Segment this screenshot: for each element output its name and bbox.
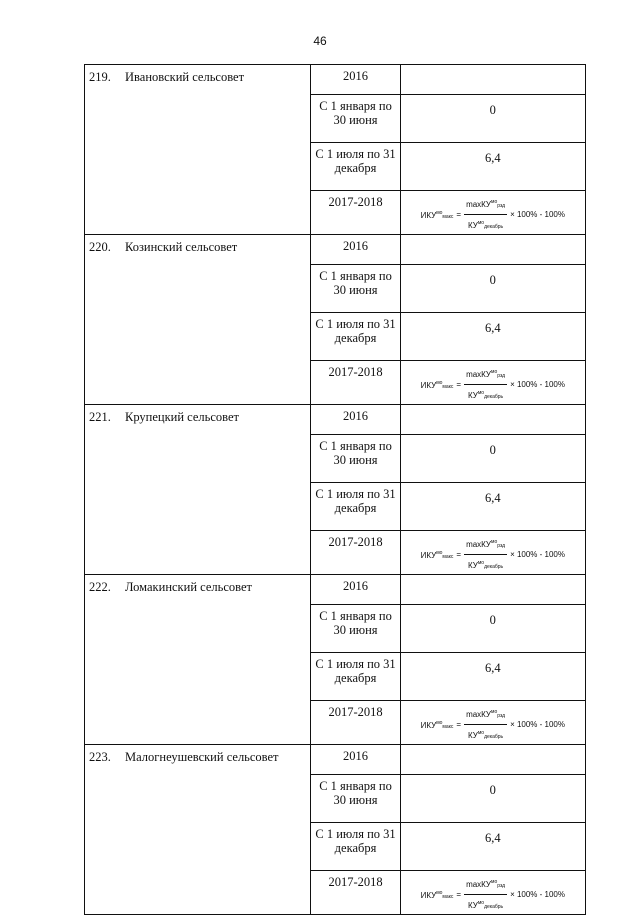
period-cell: 2017-2018 [311, 701, 400, 745]
period-cell: 2017-2018 [311, 191, 400, 235]
formula-cell [400, 361, 585, 405]
row-number: 223. [89, 750, 111, 764]
formula-numerator: maxКУ$^{мо}$рзд [464, 535, 507, 555]
formula-numerator: maxКУ$^{мо}$рзд [464, 365, 507, 385]
formula-tail: × 100% - 100% [510, 209, 565, 219]
tariff-table-body [85, 65, 586, 915]
value-cell: 0 [400, 435, 585, 483]
year-cell: 2016 [311, 745, 400, 775]
table-row [85, 405, 586, 435]
year-cell: 2016 [311, 405, 400, 435]
row-number: 222. [89, 580, 111, 594]
value-cell: 6,4 [400, 143, 585, 191]
formula-tail: × 100% - 100% [510, 719, 565, 729]
formula-cell [400, 191, 585, 235]
table-row [85, 745, 586, 775]
growth-index-formula [421, 705, 565, 744]
settlement-name: Ломакинский сельсовет [125, 580, 252, 594]
formula-cell [400, 701, 585, 745]
year-value-cell [400, 575, 585, 605]
formula-equals: = [456, 209, 462, 219]
growth-index-formula [421, 875, 565, 914]
value-cell: 0 [400, 775, 585, 823]
period-cell: С 1 июля по 31 декабря [311, 313, 400, 361]
formula-fraction [464, 535, 507, 574]
tariff-table [84, 64, 586, 915]
growth-index-formula [421, 365, 565, 404]
formula-lhs: $ИКУ^{мо}макс$ [420, 889, 454, 900]
settlement-name: Ивановский сельсовет [125, 70, 245, 84]
period-cell: 2017-2018 [311, 871, 400, 915]
page-number: 46 [313, 34, 327, 48]
value-cell: 0 [400, 605, 585, 653]
period-cell: С 1 января по 30 июня [311, 95, 400, 143]
year-cell: 2016 [311, 65, 400, 95]
formula-numerator: maxКУ$^{мо}$рзд [464, 195, 507, 215]
year-cell: 2016 [311, 235, 400, 265]
period-cell: С 1 января по 30 июня [311, 435, 400, 483]
formula-tail: × 100% - 100% [510, 379, 565, 389]
year-cell: 2016 [311, 575, 400, 605]
formula-cell [400, 871, 585, 915]
period-cell: С 1 января по 30 июня [311, 775, 400, 823]
value-cell: 6,4 [400, 313, 585, 361]
settlement-cell [85, 745, 311, 915]
settlement-cell [85, 235, 311, 405]
period-cell: С 1 июля по 31 декабря [311, 823, 400, 871]
formula-fraction [464, 365, 507, 404]
period-cell: 2017-2018 [311, 531, 400, 575]
formula-equals: = [456, 549, 462, 559]
settlement-cell [85, 65, 311, 235]
formula-denominator: $КУ^{мо}декабрь$ [468, 900, 504, 910]
formula-equals: = [456, 379, 462, 389]
growth-index-formula [421, 195, 565, 234]
row-number: 220. [89, 240, 111, 254]
row-number: 221. [89, 410, 111, 424]
year-value-cell [400, 405, 585, 435]
formula-numerator: maxКУ$^{мо}$рзд [464, 705, 507, 725]
formula-lhs: $ИКУ^{мо}макс$ [420, 209, 454, 220]
formula-fraction [464, 705, 507, 744]
year-value-cell [400, 65, 585, 95]
period-cell: 2017-2018 [311, 361, 400, 405]
table-row [85, 65, 586, 95]
formula-denominator: $КУ^{мо}декабрь$ [468, 220, 504, 230]
formula-numerator: maxКУ$^{мо}$рзд [464, 875, 507, 895]
formula-lhs: $ИКУ^{мо}макс$ [420, 719, 454, 730]
period-cell: С 1 июля по 31 декабря [311, 143, 400, 191]
formula-cell [400, 531, 585, 575]
table-row [85, 575, 586, 605]
formula-lhs: $ИКУ^{мо}макс$ [420, 549, 454, 560]
settlement-name: Крупецкий сельсовет [125, 410, 240, 424]
formula-equals: = [456, 719, 462, 729]
formula-denominator: $КУ^{мо}декабрь$ [468, 390, 504, 400]
settlement-cell [85, 575, 311, 745]
period-cell: С 1 июля по 31 декабря [311, 653, 400, 701]
formula-tail: × 100% - 100% [510, 889, 565, 899]
formula-denominator: $КУ^{мо}декабрь$ [468, 730, 504, 740]
formula-equals: = [456, 889, 462, 899]
settlement-name: Малогнеушевский сельсовет [125, 750, 279, 764]
table-row [85, 235, 586, 265]
settlement-name: Козинский сельсовет [125, 240, 238, 254]
formula-fraction [464, 875, 507, 914]
growth-index-formula [421, 535, 565, 574]
period-cell: С 1 января по 30 июня [311, 265, 400, 313]
row-number: 219. [89, 70, 111, 84]
formula-denominator: $КУ^{мо}декабрь$ [468, 560, 504, 570]
value-cell: 6,4 [400, 483, 585, 531]
formula-tail: × 100% - 100% [510, 549, 565, 559]
value-cell: 0 [400, 265, 585, 313]
year-value-cell [400, 235, 585, 265]
value-cell: 6,4 [400, 653, 585, 701]
formula-lhs: $ИКУ^{мо}макс$ [420, 379, 454, 390]
formula-fraction [464, 195, 507, 234]
value-cell: 0 [400, 95, 585, 143]
period-cell: С 1 июля по 31 декабря [311, 483, 400, 531]
period-cell: С 1 января по 30 июня [311, 605, 400, 653]
settlement-cell [85, 405, 311, 575]
year-value-cell [400, 745, 585, 775]
value-cell: 6,4 [400, 823, 585, 871]
